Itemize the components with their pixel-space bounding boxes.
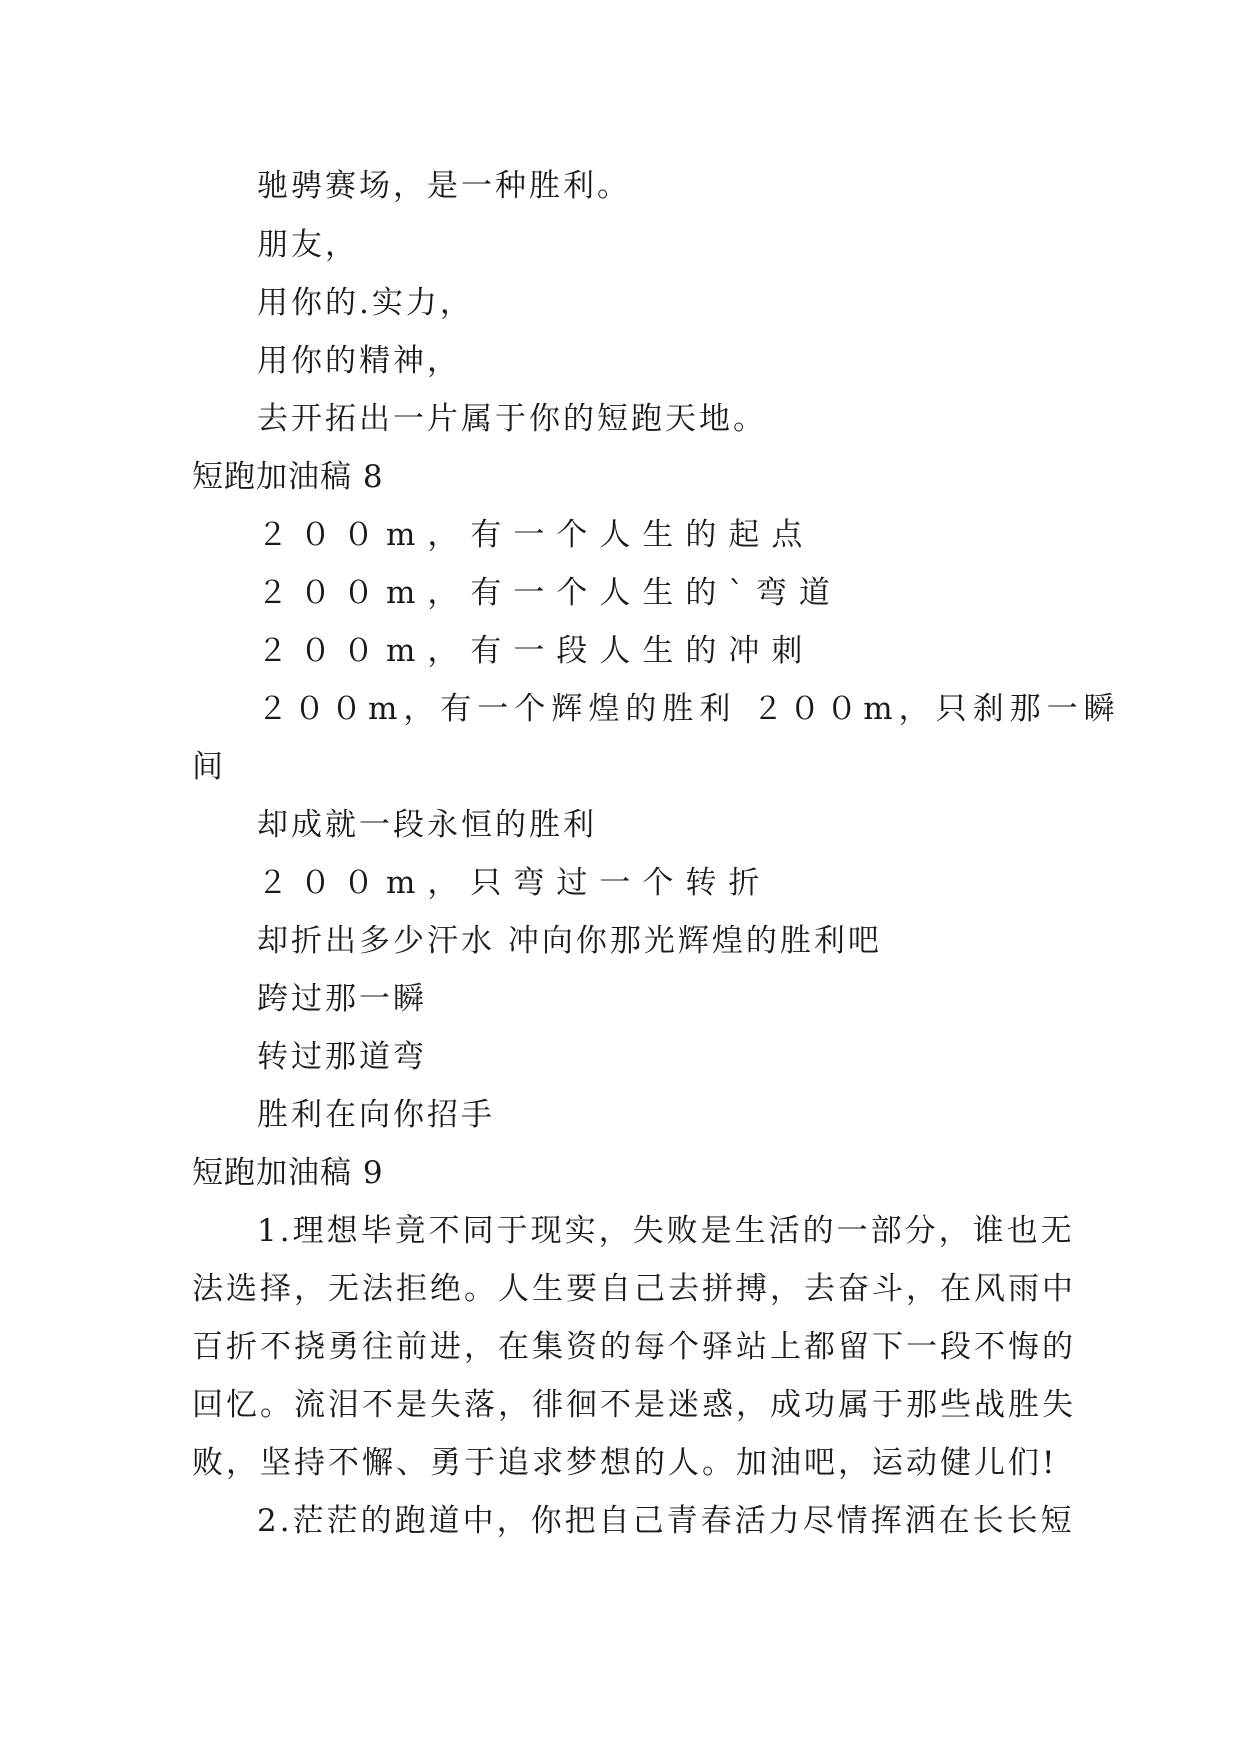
poem-line: 间 [192, 749, 226, 785]
poem-line: 去开拓出一片属于你的短跑天地。 [257, 401, 767, 437]
paragraph-line: 法选择，无法拒绝。人生要自己去拼搏，去奋斗，在风雨中 [192, 1271, 1076, 1307]
section-heading: 短跑加油稿 9 [192, 1155, 384, 1191]
poem-line: 驰骋赛场，是一种胜利。 [257, 168, 631, 204]
poem-line: 却成就一段永恒的胜利 [257, 807, 597, 843]
paragraph-line: 2.茫茫的跑道中，你把自己青春活力尽情挥洒在长长短 [257, 1503, 1075, 1539]
poem-line: 胜利在向你招手 [257, 1097, 495, 1133]
poem-line: ２００m，有一段人生的冲刺 [257, 633, 815, 669]
paragraph-line: 百折不挠勇往前进，在集资的每个驿站上都留下一段不悔的 [192, 1329, 1076, 1365]
poem-line: 跨过那一瞬 [257, 981, 427, 1017]
poem-line: 用你的.实力， [257, 285, 474, 321]
poem-line: 用你的精神， [257, 343, 461, 379]
poem-line: ２００m，只弯过一个转折 [257, 865, 772, 901]
paragraph-line: 败，坚持不懈、勇于追求梦想的人。加油吧，运动健儿们! [192, 1445, 1058, 1481]
poem-line: ２００m，有一个人生的`弯道 [257, 575, 842, 611]
paragraph-line: 回忆。流泪不是失落，徘徊不是迷惑，成功属于那些战胜失 [192, 1387, 1076, 1423]
paragraph-line: 1.理想毕竟不同于现实，失败是生活的一部分，谁也无 [257, 1213, 1075, 1249]
poem-line: 朋友， [257, 227, 359, 263]
section-heading: 短跑加油稿 8 [192, 459, 384, 495]
poem-line: ２００m，有一个辉煌的胜利 ２００m，只刹那一瞬 [257, 691, 1121, 727]
poem-line: 却折出多少汗水 冲向你那光辉煌的胜利吧 [257, 923, 882, 959]
poem-line: 转过那道弯 [257, 1039, 427, 1075]
poem-line: ２００m，有一个人生的起点 [257, 517, 815, 553]
